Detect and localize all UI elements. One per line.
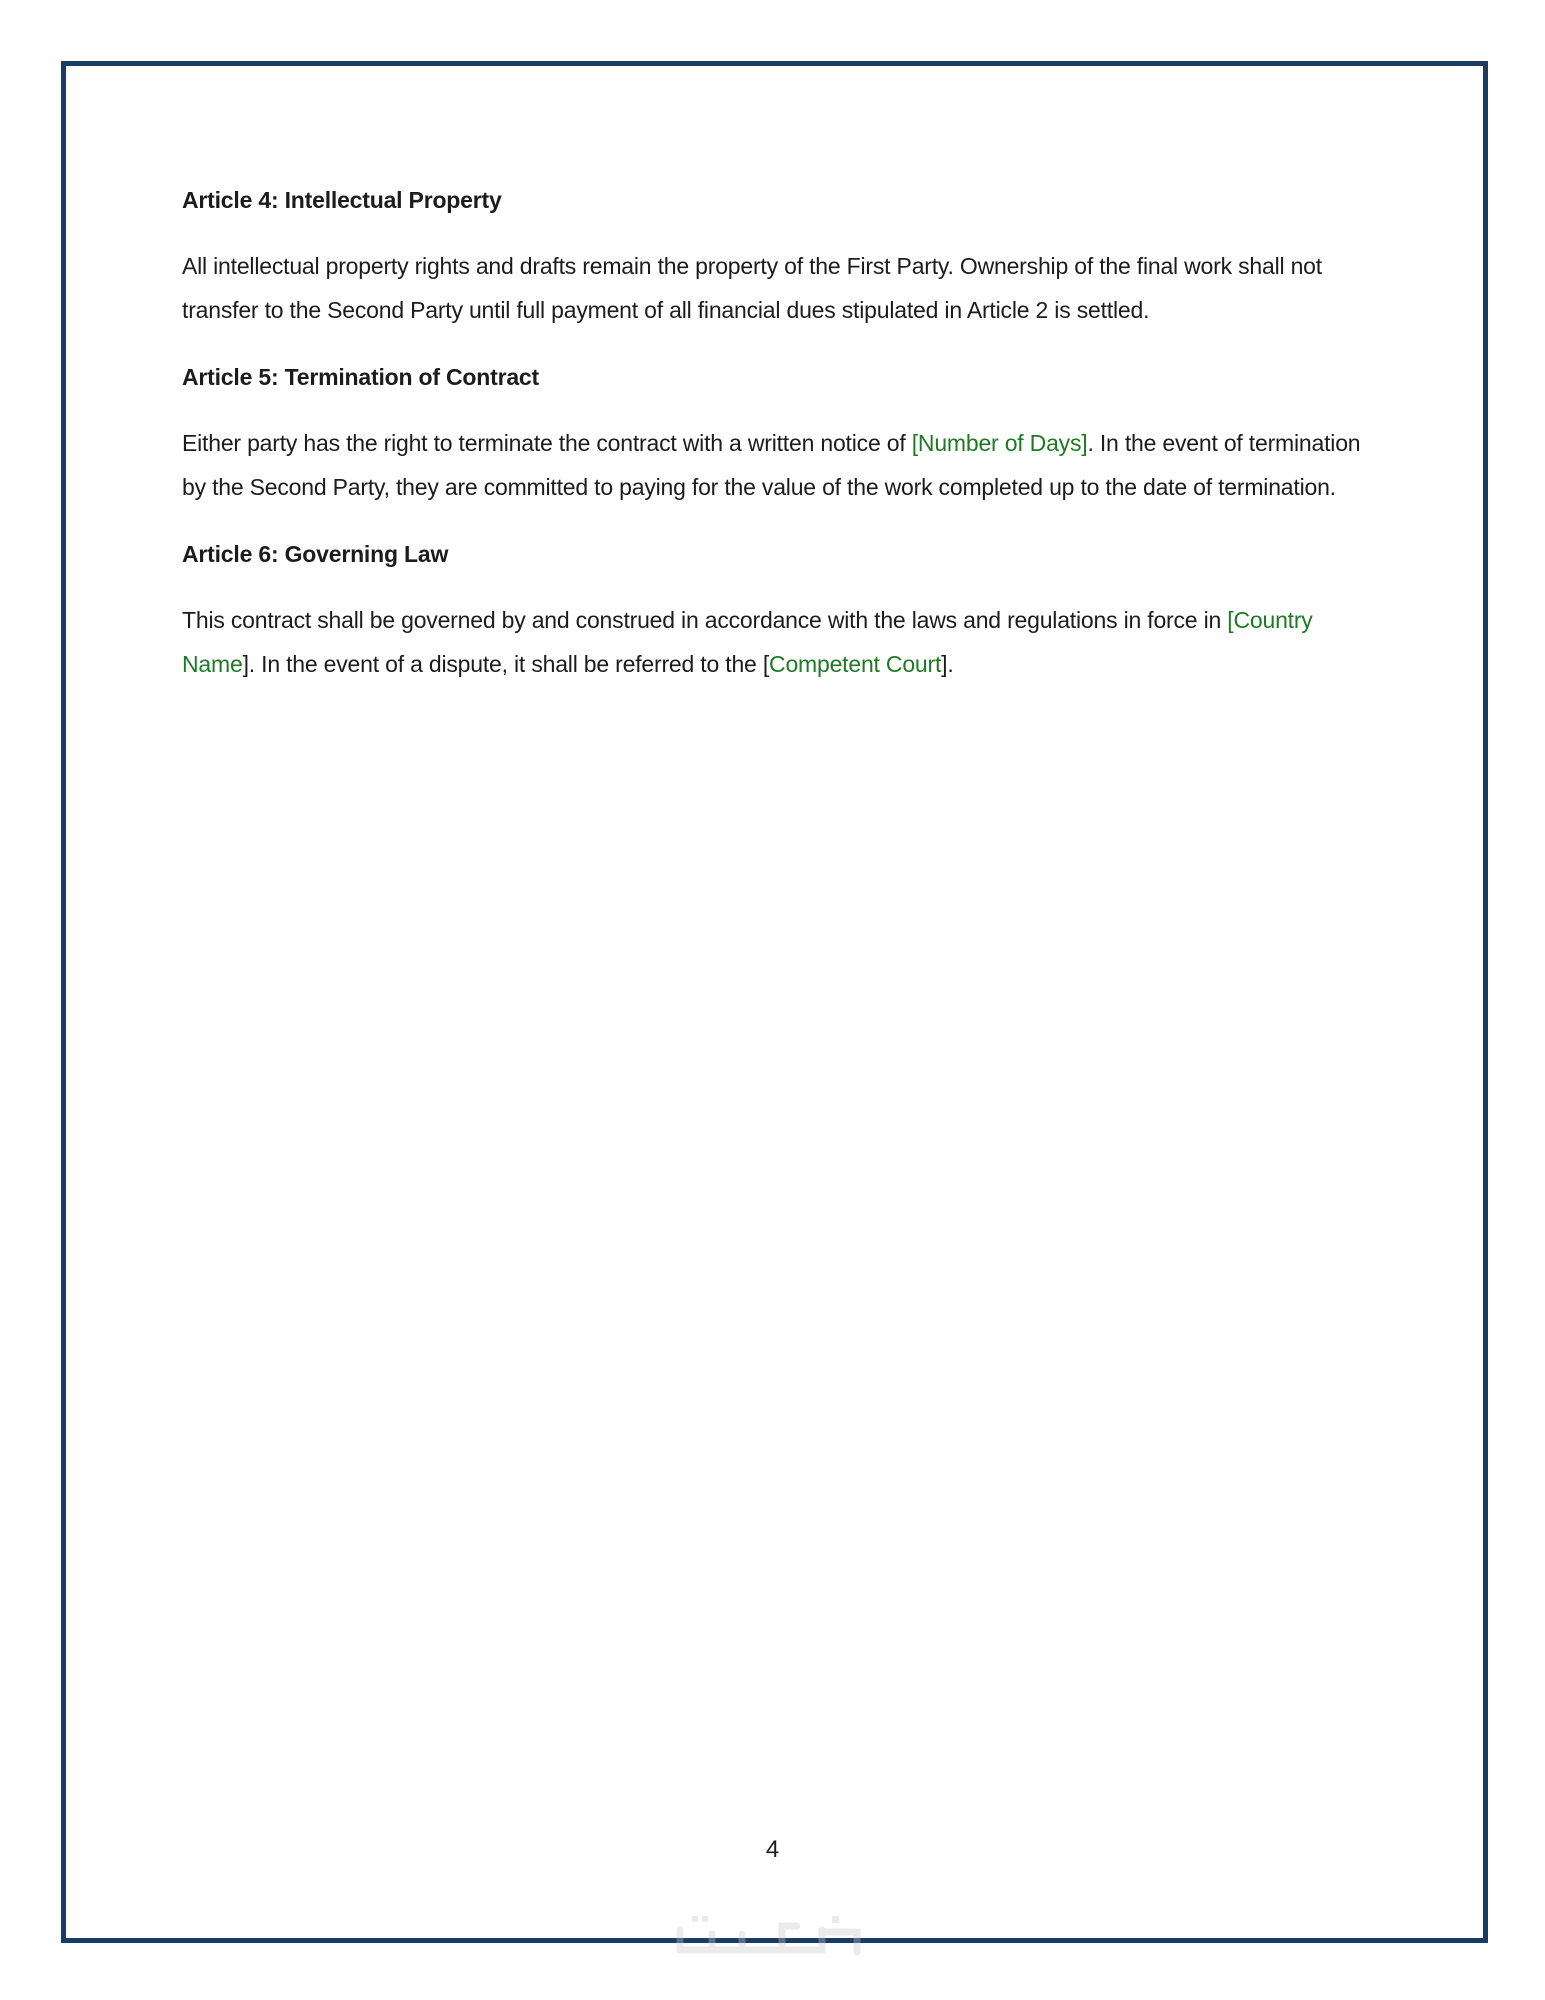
watermark-logo bbox=[672, 1912, 872, 1962]
article-6-body bbox=[182, 599, 1367, 686]
article-4-body: All intellectual property rights and drafts remain the property of the First Party. Ownership of the final work shall not transfer to the Second Party until full payment of all financial dues stipulated in Article 2 is settled. bbox=[182, 253, 1322, 323]
text: ]. In the event of a dispute, it shall be referred to the [ bbox=[242, 650, 770, 677]
text: Either party has the right to terminate the contract with a written notice of bbox=[182, 430, 912, 456]
document-body bbox=[182, 183, 1367, 714]
placeholder-country-name: [Country Name bbox=[182, 607, 1313, 677]
article-6-heading: Article 6: Governing Law bbox=[182, 541, 449, 567]
article-4-heading: Article 4: Intellectual Property bbox=[182, 187, 502, 213]
placeholder-number-of-days: [Number of Days] bbox=[911, 430, 1088, 456]
text: ]. bbox=[941, 650, 954, 677]
text: This contract shall be governed by and construed in accordance with the laws and regulations in force in bbox=[182, 607, 1228, 633]
article-5-heading: Article 5: Termination of Contract bbox=[182, 364, 539, 390]
placeholder-competent-court: Competent Court bbox=[769, 650, 942, 677]
text: . In the event of termination by the Second Party, they are committed to paying for the value of the work completed up to the date of termination. bbox=[182, 430, 1361, 500]
page-number: 4 bbox=[765, 1836, 780, 1863]
article-5-body bbox=[182, 422, 1367, 509]
